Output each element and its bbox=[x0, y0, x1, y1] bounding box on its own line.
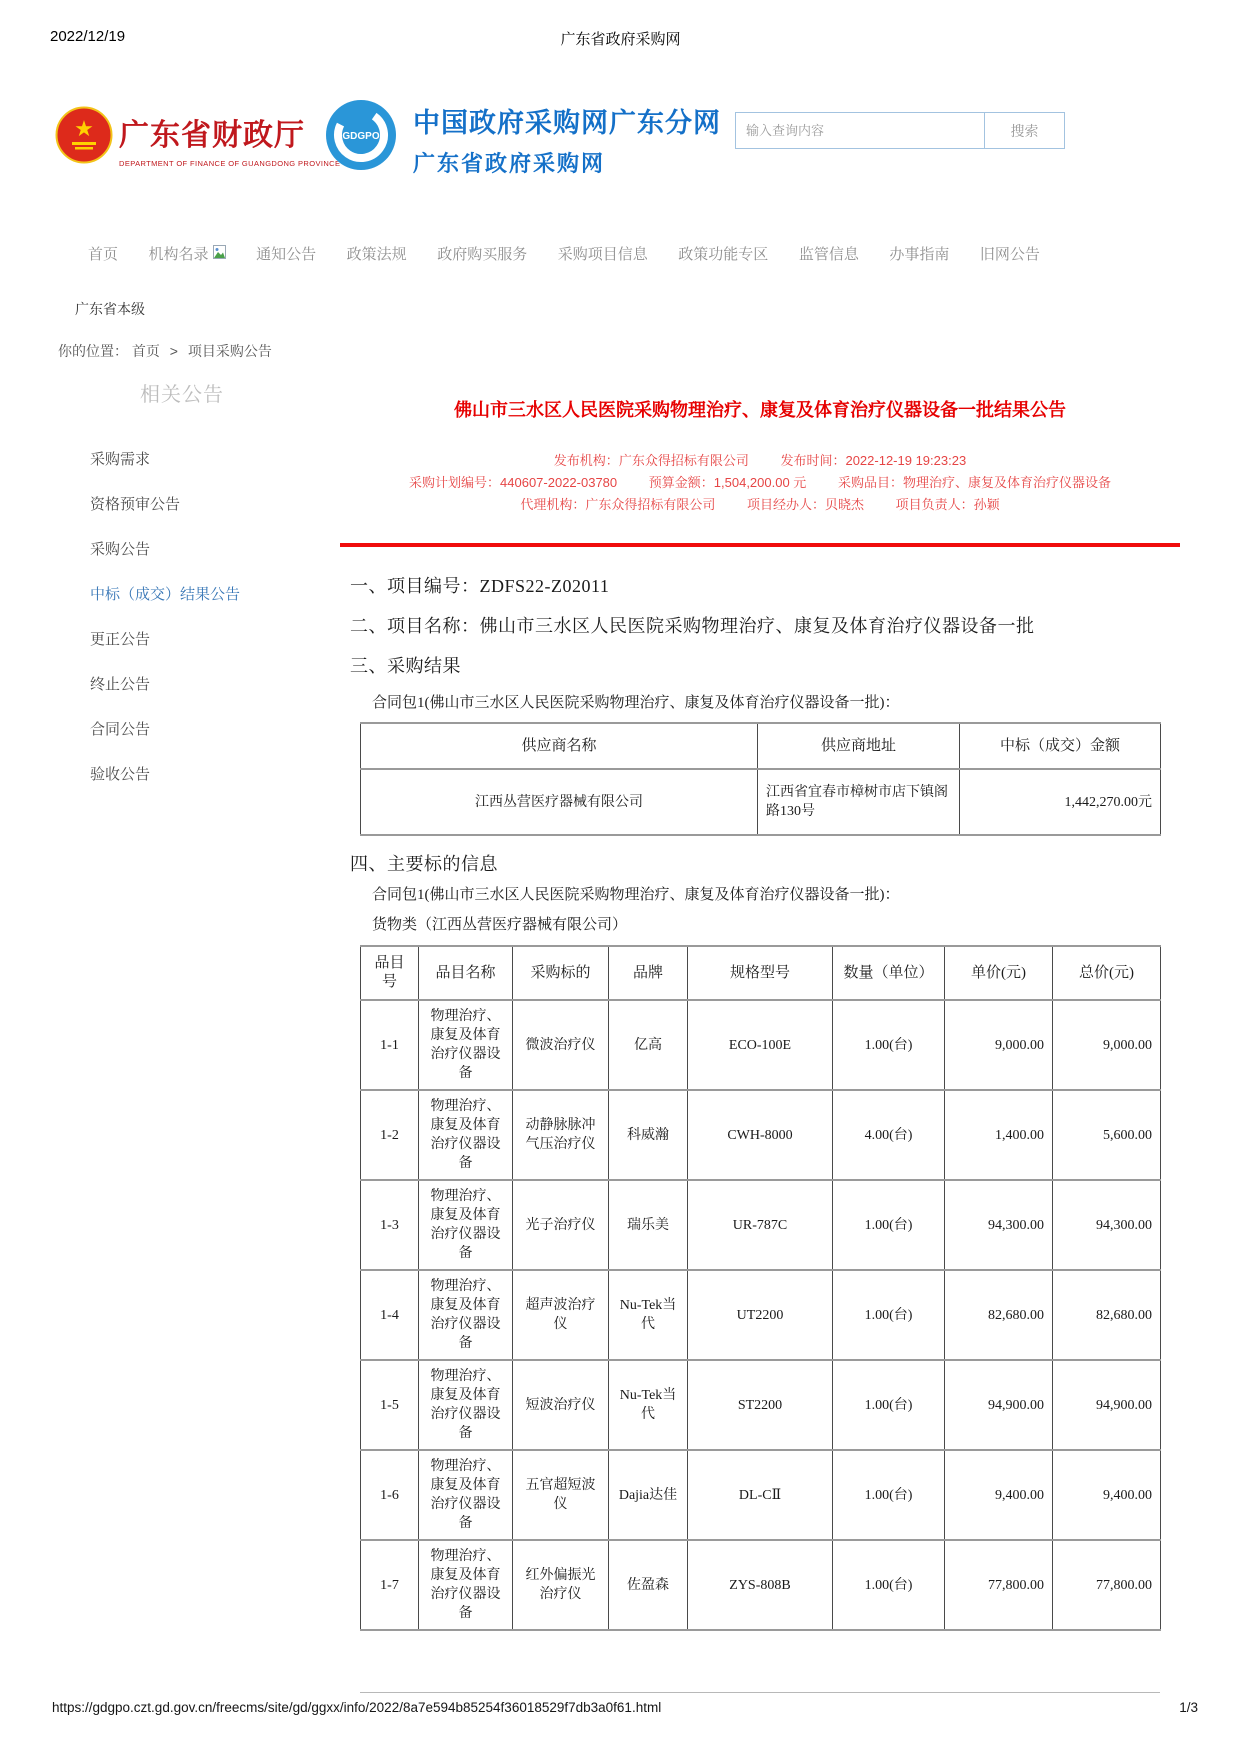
nav-item-label: 政策功能专区 bbox=[678, 246, 769, 263]
brand-cell: Dajia达佳 bbox=[609, 1450, 688, 1540]
unit-price-cell: 94,900.00 bbox=[945, 1360, 1053, 1450]
unit-price-cell: 9,000.00 bbox=[945, 1000, 1053, 1090]
announcement-meta-row bbox=[330, 472, 1190, 491]
announcement-meta-row bbox=[330, 450, 1190, 469]
nav-item-label: 通知公告 bbox=[256, 246, 317, 263]
meta-value: 广东众得招标有限公司 bbox=[585, 497, 716, 512]
breadcrumb-separator: > bbox=[169, 343, 178, 359]
nav-item-label: 办事指南 bbox=[889, 246, 950, 263]
meta-value: 物理治疗、康复及体育治疗仪器设备 bbox=[902, 475, 1111, 490]
brand-cell: 瑞乐美 bbox=[609, 1180, 688, 1270]
subject-cell: 超声波治疗仪 bbox=[513, 1270, 609, 1360]
meta-category bbox=[838, 475, 1111, 490]
meta-value: 2022-12-19 19:23:23 bbox=[845, 453, 967, 468]
gdgpo-logo-icon bbox=[325, 99, 397, 171]
quantity-cell: 1.00(台) bbox=[833, 1360, 945, 1450]
supplier-name-cell: 江西丛营医疗器械有限公司 bbox=[361, 769, 758, 835]
nav-item-gov-purchase-services[interactable] bbox=[437, 243, 527, 264]
unit-price-cell: 9,400.00 bbox=[945, 1450, 1053, 1540]
subject-cell: 光子治疗仪 bbox=[513, 1180, 609, 1270]
region-label: 广东省本级 bbox=[75, 301, 145, 317]
item-name-cell: 物理治疗、康复及体育治疗仪器设备 bbox=[419, 1000, 513, 1090]
total-price-cell: 82,680.00 bbox=[1053, 1270, 1161, 1360]
section-procurement-result: 三、采购结果 bbox=[350, 656, 461, 676]
nav-item-policy-zones[interactable] bbox=[678, 243, 768, 264]
sidebar-item-termination[interactable]: 终止公告 bbox=[90, 676, 151, 693]
breadcrumb bbox=[58, 341, 272, 361]
brand-cell: Nu-Tek当代 bbox=[609, 1360, 688, 1450]
main-nav bbox=[88, 243, 1040, 264]
model-cell: CWH-8000 bbox=[688, 1090, 833, 1180]
national-emblem-logo[interactable] bbox=[55, 106, 113, 164]
items-table bbox=[360, 945, 1161, 1631]
quantity-cell: 1.00(台) bbox=[833, 1540, 945, 1630]
total-price-cell: 94,900.00 bbox=[1053, 1360, 1161, 1450]
quantity-cell: 1.00(台) bbox=[833, 1270, 945, 1360]
site-title-sub: 广东省政府采购网 bbox=[413, 151, 606, 176]
col-unit-price: 单价(元) bbox=[945, 946, 1053, 1000]
meta-label: 采购品目： bbox=[837, 475, 903, 490]
svg-text:GDGPO: GDGPO bbox=[342, 131, 380, 142]
search-button[interactable]: 搜索 bbox=[985, 112, 1065, 149]
unit-price-cell: 94,300.00 bbox=[945, 1180, 1053, 1270]
quantity-cell: 4.00(台) bbox=[833, 1090, 945, 1180]
sidebar-item-correction[interactable]: 更正公告 bbox=[90, 631, 151, 648]
total-price-cell: 9,000.00 bbox=[1053, 1000, 1161, 1090]
table-row bbox=[361, 1270, 1161, 1360]
total-price-cell: 5,600.00 bbox=[1053, 1090, 1161, 1180]
item-name-cell: 物理治疗、康复及体育治疗仪器设备 bbox=[419, 1450, 513, 1540]
subject-cell: 动静脉脉冲气压治疗仪 bbox=[513, 1090, 609, 1180]
meta-manager bbox=[896, 497, 1000, 512]
item-no-cell: 1-3 bbox=[361, 1180, 419, 1270]
red-divider bbox=[340, 543, 1180, 547]
announcement-meta-row bbox=[330, 494, 1190, 513]
svg-text:★: ★ bbox=[74, 116, 94, 141]
col-item-name: 品目名称 bbox=[419, 946, 513, 1000]
sidebar-item-procurement-notice[interactable]: 采购公告 bbox=[90, 541, 151, 558]
page-break-table-line bbox=[360, 1692, 1160, 1693]
meta-publish-time bbox=[780, 453, 966, 468]
meta-value: 1,504,200.00 元 bbox=[713, 475, 807, 490]
site-title-main: 中国政府采购网广东分网 bbox=[413, 108, 721, 138]
brand-cell: 亿高 bbox=[609, 1000, 688, 1090]
quantity-cell: 1.00(台) bbox=[833, 1180, 945, 1270]
item-name-cell: 物理治疗、康复及体育治疗仪器设备 bbox=[419, 1180, 513, 1270]
sidebar-item-acceptance[interactable]: 验收公告 bbox=[90, 766, 151, 783]
meta-label: 发布时间： bbox=[780, 453, 846, 468]
section-project-name: 二、项目名称：佛山市三水区人民医院采购物理治疗、康复及体育治疗仪器设备一批 bbox=[350, 616, 1035, 636]
brand-cell: Nu-Tek当代 bbox=[609, 1270, 688, 1360]
nav-item-org-directory[interactable] bbox=[149, 243, 226, 264]
meta-budget bbox=[649, 475, 807, 490]
quantity-cell: 1.00(台) bbox=[833, 1450, 945, 1540]
item-no-cell: 1-5 bbox=[361, 1360, 419, 1450]
meta-label: 代理机构： bbox=[520, 497, 586, 512]
table-row bbox=[361, 1090, 1161, 1180]
model-cell: UT2200 bbox=[688, 1270, 833, 1360]
meta-label: 预算金额： bbox=[648, 475, 714, 490]
gdgpo-logo[interactable] bbox=[325, 99, 397, 171]
result-table bbox=[360, 722, 1161, 836]
table-row bbox=[361, 1000, 1161, 1090]
table-header-row bbox=[361, 723, 1161, 769]
print-page-title: 广东省政府采购网 bbox=[560, 31, 681, 48]
total-price-cell: 94,300.00 bbox=[1053, 1180, 1161, 1270]
nav-item-old-site[interactable] bbox=[980, 243, 1040, 264]
nav-item-home[interactable] bbox=[88, 243, 118, 264]
item-no-cell: 1-4 bbox=[361, 1270, 419, 1360]
meta-value: 贝晓杰 bbox=[825, 497, 865, 512]
sidebar-item-prequalification[interactable]: 资格预审公告 bbox=[90, 496, 181, 513]
broken-image-icon bbox=[213, 245, 226, 263]
meta-plan-number bbox=[409, 475, 617, 490]
total-price-cell: 9,400.00 bbox=[1053, 1450, 1161, 1540]
sidebar-item-contract[interactable]: 合同公告 bbox=[90, 721, 151, 738]
sidebar-title: 相关公告 bbox=[140, 384, 224, 406]
goods-category-line: 货物类（江西丛营医疗器械有限公司） bbox=[372, 917, 628, 933]
model-cell: ECO-100E bbox=[688, 1000, 833, 1090]
col-subject: 采购标的 bbox=[513, 946, 609, 1000]
nav-item-label: 政府购买服务 bbox=[437, 246, 528, 263]
nav-item-label: 采购项目信息 bbox=[557, 246, 648, 263]
col-award-amount: 中标（成交）金额 bbox=[960, 723, 1161, 769]
model-cell: ST2200 bbox=[688, 1360, 833, 1450]
col-item-no: 品目号 bbox=[361, 946, 419, 1000]
unit-price-cell: 1,400.00 bbox=[945, 1090, 1053, 1180]
meta-agency bbox=[520, 497, 715, 512]
model-cell: ZYS-808B bbox=[688, 1540, 833, 1630]
nav-item-label: 政策法规 bbox=[346, 246, 407, 263]
subject-cell: 红外偏振光治疗仪 bbox=[513, 1540, 609, 1630]
item-name-cell: 物理治疗、康复及体育治疗仪器设备 bbox=[419, 1540, 513, 1630]
nav-item-notices[interactable] bbox=[256, 243, 316, 264]
meta-value: 孙颖 bbox=[973, 497, 1000, 512]
supplier-address-cell: 江西省宜春市樟树市店下镇阁路130号 bbox=[758, 769, 960, 835]
nav-item-label: 首页 bbox=[88, 246, 119, 263]
nav-item-label: 机构名录 bbox=[148, 246, 209, 263]
package-line-2: 合同包1(佛山市三水区人民医院采购物理治疗、康复及体育治疗仪器设备一批)： bbox=[372, 887, 900, 903]
meta-label: 采购计划编号： bbox=[409, 475, 501, 490]
item-no-cell: 1-7 bbox=[361, 1540, 419, 1630]
package-line: 合同包1(佛山市三水区人民医院采购物理治疗、康复及体育治疗仪器设备一批)： bbox=[372, 695, 900, 711]
col-model: 规格型号 bbox=[688, 946, 833, 1000]
table-row bbox=[361, 1540, 1161, 1630]
unit-price-cell: 82,680.00 bbox=[945, 1270, 1053, 1360]
meta-label: 项目负责人： bbox=[895, 497, 974, 512]
table-row bbox=[361, 1450, 1161, 1540]
unit-price-cell: 77,800.00 bbox=[945, 1540, 1053, 1630]
nav-item-supervision[interactable] bbox=[799, 243, 859, 264]
sidebar-item-procurement-demand[interactable]: 采购需求 bbox=[90, 451, 151, 468]
meta-label: 项目经办人： bbox=[746, 497, 825, 512]
item-no-cell: 1-1 bbox=[361, 1000, 419, 1090]
item-no-cell: 1-2 bbox=[361, 1090, 419, 1180]
dof-name: 广东省财政厅 bbox=[119, 119, 305, 152]
breadcrumb-home-link[interactable]: 首页 bbox=[131, 343, 160, 359]
col-supplier-name: 供应商名称 bbox=[361, 723, 758, 769]
col-supplier-address: 供应商地址 bbox=[758, 723, 960, 769]
nav-item-service-guide[interactable] bbox=[889, 243, 949, 264]
search-input[interactable] bbox=[735, 112, 985, 149]
quantity-cell: 1.00(台) bbox=[833, 1000, 945, 1090]
breadcrumb-current[interactable]: 项目采购公告 bbox=[187, 343, 272, 359]
item-no-cell: 1-6 bbox=[361, 1450, 419, 1540]
section-main-subject-info: 四、主要标的信息 bbox=[350, 854, 498, 874]
table-row bbox=[361, 769, 1161, 835]
nav-item-label: 监管信息 bbox=[798, 246, 859, 263]
nav-item-label: 旧网公告 bbox=[979, 246, 1040, 263]
footer-page-number: 1/3 bbox=[1179, 1700, 1198, 1715]
model-cell: DL-CⅡ bbox=[688, 1450, 833, 1540]
table-header-row bbox=[361, 946, 1161, 1000]
section-project-number: 一、项目编号：ZDFS22-Z02011 bbox=[350, 576, 610, 596]
sidebar-item-award-result[interactable]: 中标（成交）结果公告 bbox=[90, 586, 241, 603]
site-title-block bbox=[413, 101, 721, 178]
table-row bbox=[361, 1180, 1161, 1270]
col-quantity: 数量（单位） bbox=[833, 946, 945, 1000]
meta-value: 广东众得招标有限公司 bbox=[618, 453, 749, 468]
col-brand: 品牌 bbox=[609, 946, 688, 1000]
print-date: 2022/12/19 bbox=[50, 28, 126, 45]
dof-caption: DEPARTMENT OF FINANCE OF GUANGDONG PROVINCE bbox=[119, 159, 341, 168]
dof-logo-block[interactable] bbox=[119, 110, 339, 168]
award-amount-cell: 1,442,270.00元 bbox=[960, 769, 1161, 835]
national-emblem-icon bbox=[55, 106, 113, 164]
footer-url: https://gdgpo.czt.gd.gov.cn/freecms/site/gd/ggxx/info/2022/8a7e594b85254f36018529f7db3a0f61.html bbox=[52, 1700, 662, 1715]
table-row bbox=[361, 1360, 1161, 1450]
meta-label: 发布机构： bbox=[553, 453, 619, 468]
subject-cell: 五官超短波仪 bbox=[513, 1450, 609, 1540]
meta-publisher bbox=[554, 453, 749, 468]
model-cell: UR-787C bbox=[688, 1180, 833, 1270]
nav-item-policies[interactable] bbox=[347, 243, 407, 264]
item-name-cell: 物理治疗、康复及体育治疗仪器设备 bbox=[419, 1090, 513, 1180]
breadcrumb-prefix: 你的位置： bbox=[58, 343, 128, 359]
nav-item-project-info[interactable] bbox=[558, 243, 648, 264]
meta-handler bbox=[747, 497, 864, 512]
subject-cell: 微波治疗仪 bbox=[513, 1000, 609, 1090]
item-name-cell: 物理治疗、康复及体育治疗仪器设备 bbox=[419, 1360, 513, 1450]
meta-value: 440607-2022-03780 bbox=[500, 475, 618, 490]
search-bar bbox=[735, 112, 1065, 149]
brand-cell: 佐盈森 bbox=[609, 1540, 688, 1630]
total-price-cell: 77,800.00 bbox=[1053, 1540, 1161, 1630]
col-total-price: 总价(元) bbox=[1053, 946, 1161, 1000]
item-name-cell: 物理治疗、康复及体育治疗仪器设备 bbox=[419, 1270, 513, 1360]
brand-cell: 科威瀚 bbox=[609, 1090, 688, 1180]
announcement-title: 佛山市三水区人民医院采购物理治疗、康复及体育治疗仪器设备一批结果公告 bbox=[454, 400, 1066, 420]
subject-cell: 短波治疗仪 bbox=[513, 1360, 609, 1450]
